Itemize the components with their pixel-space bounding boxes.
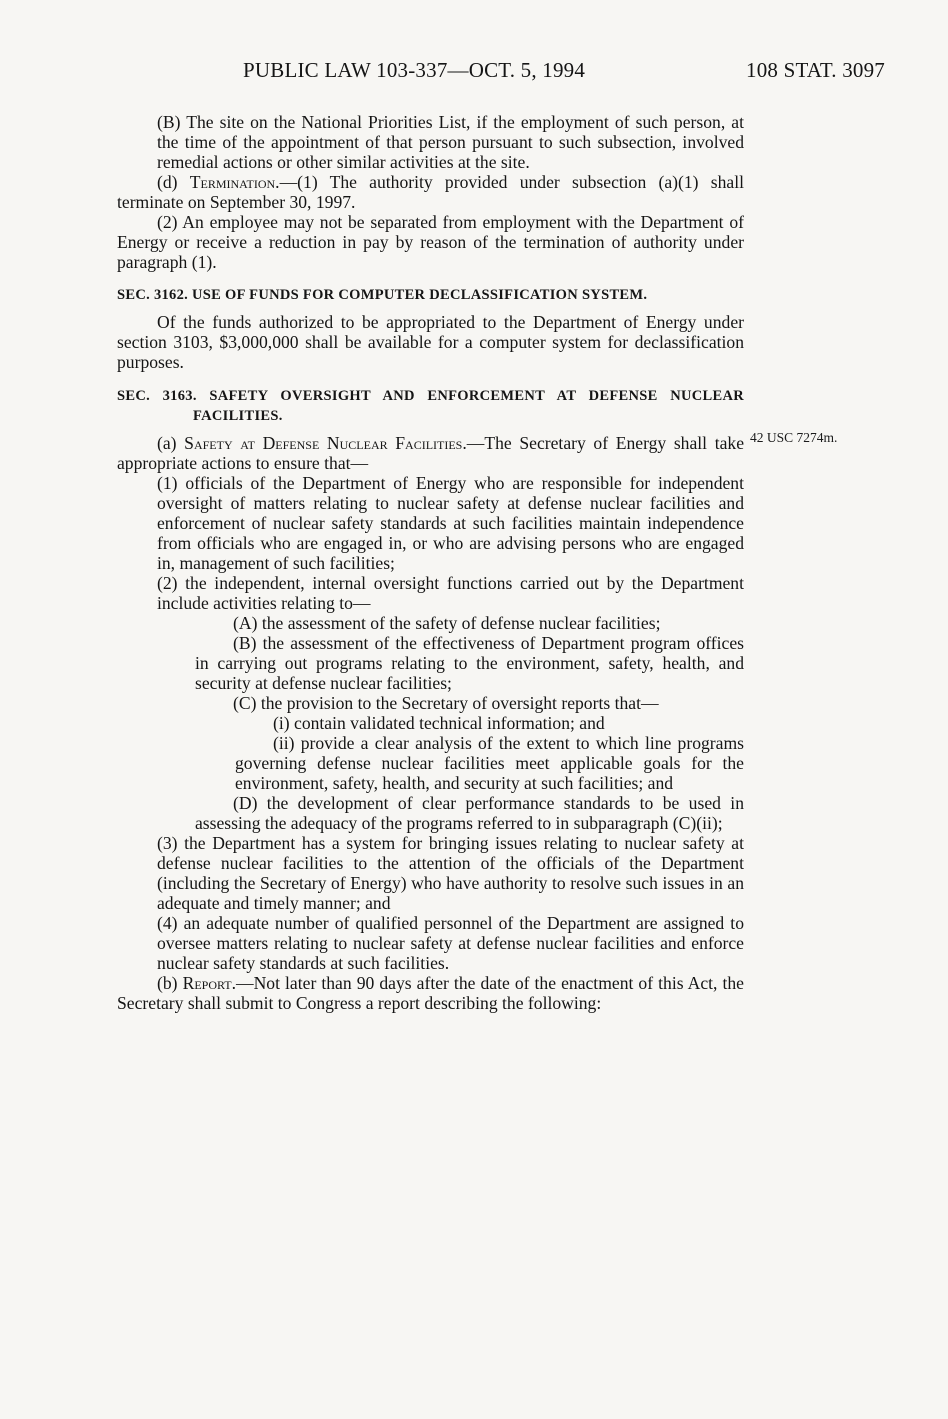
subparagraph-a2-D: (D) the development of clear performance standards to be used in assessing the adequacy of the programs referred to in subparagraph (C)(ii); [195,793,744,833]
subparagraph-a2-B: (B) the assessment of the effectiveness of Department program offices in carrying out programs relating to the environment, safety, health, and security at defense nuclear facilities; [195,633,744,693]
subsection-b-label: (b) [157,973,183,993]
paragraph-a4: (4) an adequate number of qualified personnel of the Department are assigned to oversee matters relating to nuclear safety at defense nuclear facilities and enforce nuclear safety standards at such facilities. [157,913,744,973]
subsection-a-heading: Safety at Defense Nuclear Facilities [184,433,463,453]
subsection-d-termination [117,172,744,212]
subsection-a-label: (a) [157,433,185,453]
subsection-b-heading: Report [182,973,232,993]
header-statute-page: 108 STAT. 3097 [746,58,885,82]
section-3163-heading: SEC. 3163. SAFETY OVERSIGHT AND ENFORCEMENT AT DEFENSE NUCLEAR FACILITIES. [117,388,744,424]
paragraph-a1: (1) officials of the Department of Energy who are responsible for independent oversight of matters relating to nuclear safety at defense nuclear facilities and enforcement of nuclear safety standards at such facilities maintain independence from officials who are engaged in, or who are advising persons who are engaged in, management of such facilities; [157,473,744,573]
section-3162-heading: SEC. 3162. USE OF FUNDS FOR COMPUTER DECLASSIFICATION SYSTEM. [117,287,648,303]
subparagraph-a2-A: (A) the assessment of the safety of defense nuclear facilities; [233,613,661,633]
paragraph-b-site: (B) The site on the National Priorities List, if the employment of such person, at the time of the appointment of that person pursuant to such subsection, involved remedial actions or other similar activities at the site. [157,112,744,172]
subsection-d-text: .—(1) The authority provided under subsection (a)(1) shall terminate on September 30, 1997. [117,172,744,212]
paragraph-a2: (2) the independent, internal oversight functions carried out by the Department include activities relating to— [157,573,744,613]
clause-a2-C-ii: (ii) provide a clear analysis of the extent to which line programs governing defense nuclear facilities meet applicable goals for the environment, safety, health, and security at such facilities; and [235,733,744,793]
margin-usc-citation: 42 USC 7274m. [750,430,838,445]
running-header [205,58,885,88]
subsection-a-text: .—The Secretary of Energy shall take appropriate actions to ensure that— [117,433,745,473]
subsection-b-report [117,973,744,1013]
header-law-citation: PUBLIC LAW 103-337—OCT. 5, 1994 [243,58,586,82]
subsection-d-heading: Termination [189,172,276,192]
subsection-d-label: (d) [157,172,190,192]
subsection-a-safety [117,433,744,473]
section-3162-body: Of the funds authorized to be appropriated to the Department of Energy under section 3103, $3,000,000 shall be available for a computer system for declassification purposes. [117,312,744,372]
paragraph-a3: (3) the Department has a system for bringing issues relating to nuclear safety at defense nuclear facilities to the attention of the officials of the Department (including the Secretary of Energy) who have authority to resolve such issues in an adequate and timely manner; and [157,833,744,913]
clause-a2-C-i: (i) contain validated technical information; and [273,713,605,733]
subparagraph-a2-C: (C) the provision to the Secretary of oversight reports that— [233,693,659,713]
paragraph-d2: (2) An employee may not be separated from employment with the Department of Energy or receive a reduction in pay by reason of the termination of authority under paragraph (1). [117,212,744,272]
subsection-b-text: .—Not later than 90 days after the date of the enactment of this Act, the Secretary shall submit to Congress a report describing the following: [117,973,744,1013]
body-text [117,112,744,1013]
